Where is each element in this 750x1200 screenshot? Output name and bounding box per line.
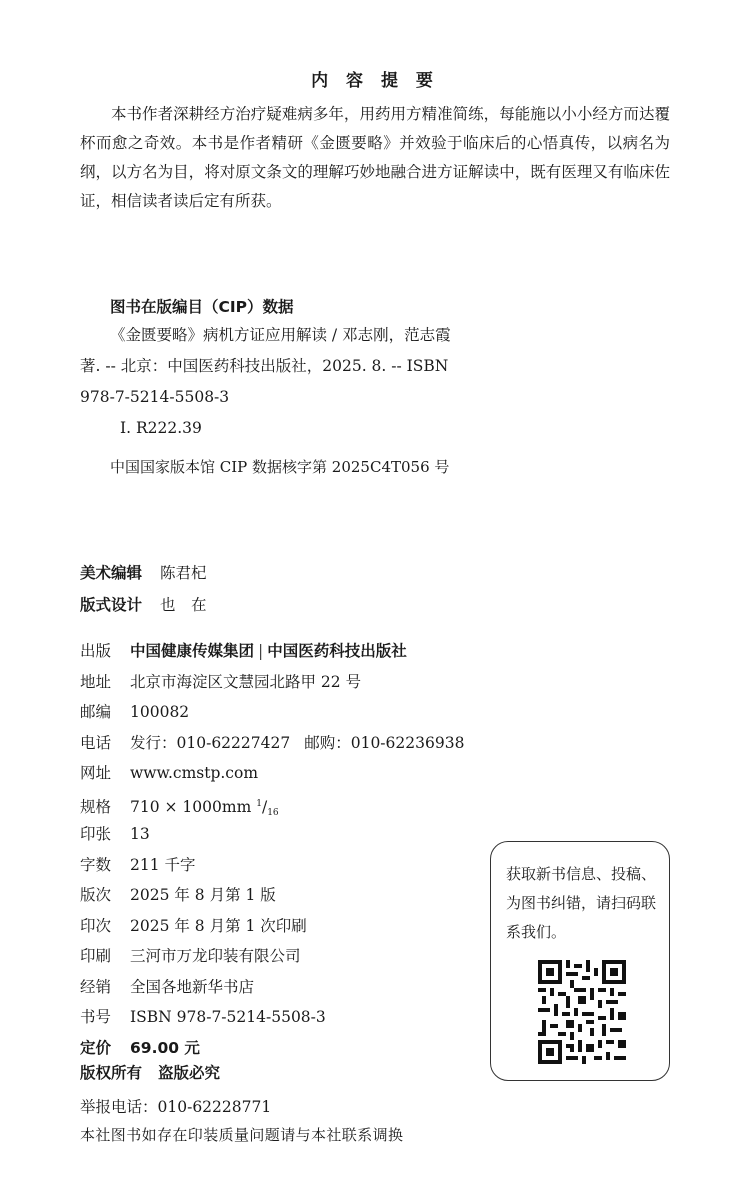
- info-value: ISBN 978-7-5214-5508-3: [130, 1008, 326, 1026]
- info-label: 出版: [80, 642, 112, 660]
- qr-code-icon[interactable]: [538, 960, 626, 1064]
- cip-line: 《金匮要略》病机方证应用解读 / 邓志刚，范志霞: [110, 326, 451, 344]
- cip-record: [80, 320, 500, 444]
- info-label: 定价: [80, 1038, 112, 1057]
- format-fraction-numerator: 1: [256, 798, 262, 809]
- info-row-edition: [80, 880, 464, 911]
- rights-reserved: 版权所有: [80, 1064, 143, 1082]
- phone-issue: 发行：010-62227427: [130, 733, 291, 752]
- piracy-prohibited: 盗版必究: [158, 1064, 221, 1082]
- info-label: 印次: [80, 916, 112, 935]
- cip-line: 978-7-5214-5508-3: [80, 388, 230, 406]
- info-label: 书号: [80, 1008, 112, 1026]
- credit-label: 美术编辑: [80, 564, 143, 582]
- publisher-name: 中国医药科技出版社: [267, 642, 407, 660]
- info-label: 经销: [80, 977, 112, 996]
- info-row-printer: [80, 941, 464, 972]
- publication-info: [80, 636, 464, 1063]
- info-value: 三河市万龙印装有限公司: [130, 947, 301, 965]
- cip-record-number: 中国国家版本馆 CIP 数据核字第 2025C4T056 号: [110, 458, 450, 476]
- info-value: 100082: [130, 703, 190, 721]
- info-label: 版次: [80, 886, 112, 904]
- info-value: 211 千字: [130, 855, 196, 874]
- info-label: 邮编: [80, 703, 112, 721]
- cip-line: 著. -- 北京：中国医药科技出版社，2025. 8. -- ISBN: [80, 357, 449, 375]
- format-size: 710 × 1000mm: [130, 797, 252, 816]
- info-row-sheets: [80, 819, 464, 850]
- info-row-isbn: [80, 1002, 464, 1033]
- info-label: 字数: [80, 855, 112, 874]
- publisher-separator: |: [258, 642, 264, 660]
- info-label: 地址: [80, 672, 112, 691]
- publisher-group: 中国健康传媒集团: [130, 642, 255, 660]
- price-value: 69.00 元: [130, 1038, 200, 1057]
- quality-notice: 本社图书如存在印装质量问题请与本社联系调换: [80, 1126, 404, 1144]
- format-value: 710 × 1000mm $^1/_{16}$: [130, 797, 279, 818]
- info-label: 规格: [80, 797, 112, 816]
- info-row-words: [80, 850, 464, 881]
- info-value: 13: [130, 825, 150, 843]
- copyright-notice: [80, 1061, 220, 1083]
- info-row-format: [80, 789, 464, 820]
- cip-line: Ⅰ. R222.39: [120, 419, 202, 437]
- info-value: 2025 年 8 月第 1 版: [130, 886, 276, 904]
- info-row-distributor: [80, 972, 464, 1003]
- info-row-phone: [80, 728, 464, 759]
- summary-text: 本书作者深耕经方治疗疑难病多年，用药用方精准简练，每能施以小小经方而达覆杯而愈之奇效。本书是作者精研《金匮要略》并效验于临床后的心悟真传，以病名为纲，以方名为目，将对原文条文的理解巧妙地融合进方证解读中，既有医理又有临床佐证，相信读者读后定有所获。: [80, 105, 670, 210]
- credit-art-editor: [80, 561, 207, 583]
- credit-value: 也 在: [160, 596, 207, 614]
- info-row-address: [80, 667, 464, 698]
- info-label: 印刷: [80, 947, 112, 965]
- info-row-price: [80, 1033, 464, 1064]
- phone-order: 邮购：010-62236938: [304, 733, 465, 752]
- qr-prompt: 获取新书信息、投稿、为图书纠错，请扫码联系我们。: [506, 865, 657, 941]
- credit-label: 版式设计: [80, 596, 143, 614]
- info-label: 电话: [80, 733, 112, 752]
- report-phone: 举报电话：010-62228771: [80, 1098, 272, 1116]
- credit-value: 陈君杞: [160, 564, 207, 582]
- info-label: 网址: [80, 764, 112, 782]
- summary-title: 内 容 提 要: [311, 71, 439, 91]
- cip-heading: 图书在版编目（CIP）数据: [110, 298, 294, 316]
- format-fraction-denominator: 16: [267, 807, 279, 818]
- info-value: 北京市海淀区文慧园北路甲 22 号: [130, 672, 362, 691]
- info-row-publisher: [80, 636, 464, 667]
- info-value: 2025 年 8 月第 1 次印刷: [130, 916, 307, 935]
- info-row-website: [80, 758, 464, 789]
- info-row-postcode: [80, 697, 464, 728]
- website-link[interactable]: www.cmstp.com: [130, 764, 259, 782]
- info-row-impression: [80, 911, 464, 942]
- info-label: 印张: [80, 825, 112, 843]
- credit-layout-design: [80, 593, 207, 615]
- info-value: 全国各地新华书店: [130, 977, 255, 996]
